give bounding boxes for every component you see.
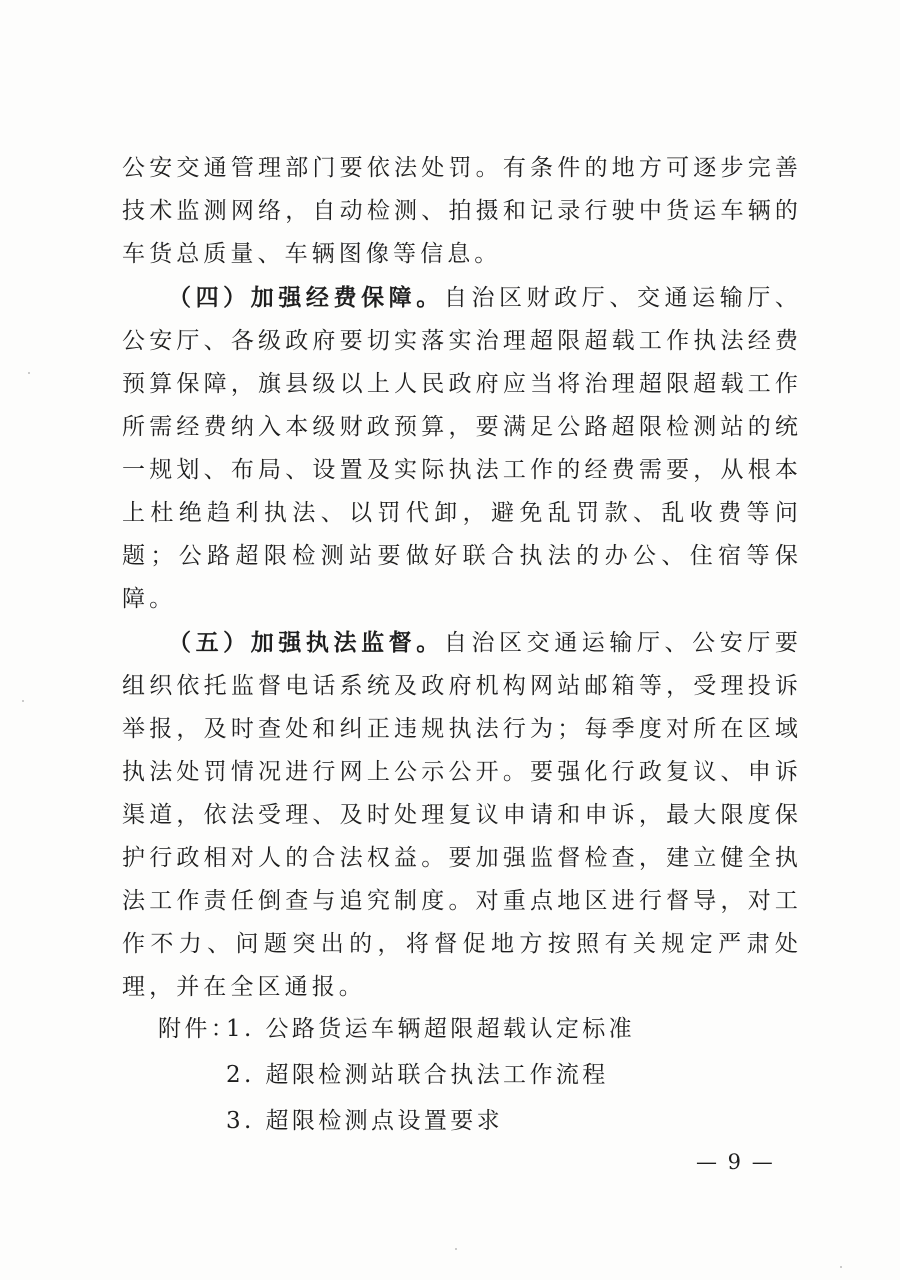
scan-speck bbox=[28, 372, 30, 374]
scan-speck bbox=[455, 1248, 457, 1250]
attachments-list bbox=[158, 1006, 635, 1144]
page-number: — 9 — bbox=[696, 1150, 775, 1174]
paragraph-text: 自治区交通运输厅、公安厅要组织依托监督电话系统及政府机构网站邮箱等，受理投诉举报，及时查处和纠正违规执法行为；每季度对所在区域执法处罚情况进行网上公示公开。要强化行政复议、申诉渠道，依法受理、及时处理复议申请和申诉，最大限度保护行政相对人的合法权益。要加强监督检查，建立健全执法工作责任倒查与追究制度。对重点地区进行督导，对工作不力、问题突出的，将督促地方按照有关规定严肃处理，并在全区通报。 bbox=[122, 630, 802, 1000]
paragraph-text: 公安交通管理部门要依法处罚。有条件的地方可逐步完善技术监测网络，自动检测、拍摄和记录行驶中货运车辆的车货总质量、车辆图像等信息。 bbox=[122, 155, 802, 267]
attachment-item: 2. 超限检测站联合执法工作流程 bbox=[226, 1062, 609, 1088]
scan-speck bbox=[22, 700, 24, 702]
paragraph-heading: （四）加强经费保障。 bbox=[168, 284, 444, 311]
document-body bbox=[122, 146, 802, 1009]
scan-speck bbox=[840, 1266, 842, 1268]
paragraph-funding bbox=[122, 276, 802, 621]
attachment-row bbox=[158, 1052, 635, 1098]
paragraph-supervision bbox=[122, 621, 802, 1009]
attachment-item: 3. 超限检测点设置要求 bbox=[226, 1108, 504, 1134]
attachment-row bbox=[158, 1006, 635, 1052]
paragraph-text: 自治区财政厅、交通运输厅、公安厅、各级政府要切实落实治理超限超载工作执法经费预算保障，旗县级以上人民政府应当将治理超限超载工作所需经费纳入本级财政预算，要满足公路超限检测站的统一规划、布局、设置及实际执法工作的经费需要，从根本上杜绝趋利执法、以罚代卸，避免乱罚款、乱收费等问题；公路超限检测站要做好联合执法的办公、住宿等保障。 bbox=[122, 285, 802, 612]
paragraph-penalty bbox=[122, 146, 802, 276]
attachments-label: 附件： bbox=[158, 1016, 238, 1042]
attachment-row bbox=[158, 1098, 635, 1144]
attachment-item: 1. 公路货运车辆超限超载认定标准 bbox=[226, 1016, 636, 1042]
paragraph-heading: （五）加强执法监督。 bbox=[168, 629, 444, 656]
